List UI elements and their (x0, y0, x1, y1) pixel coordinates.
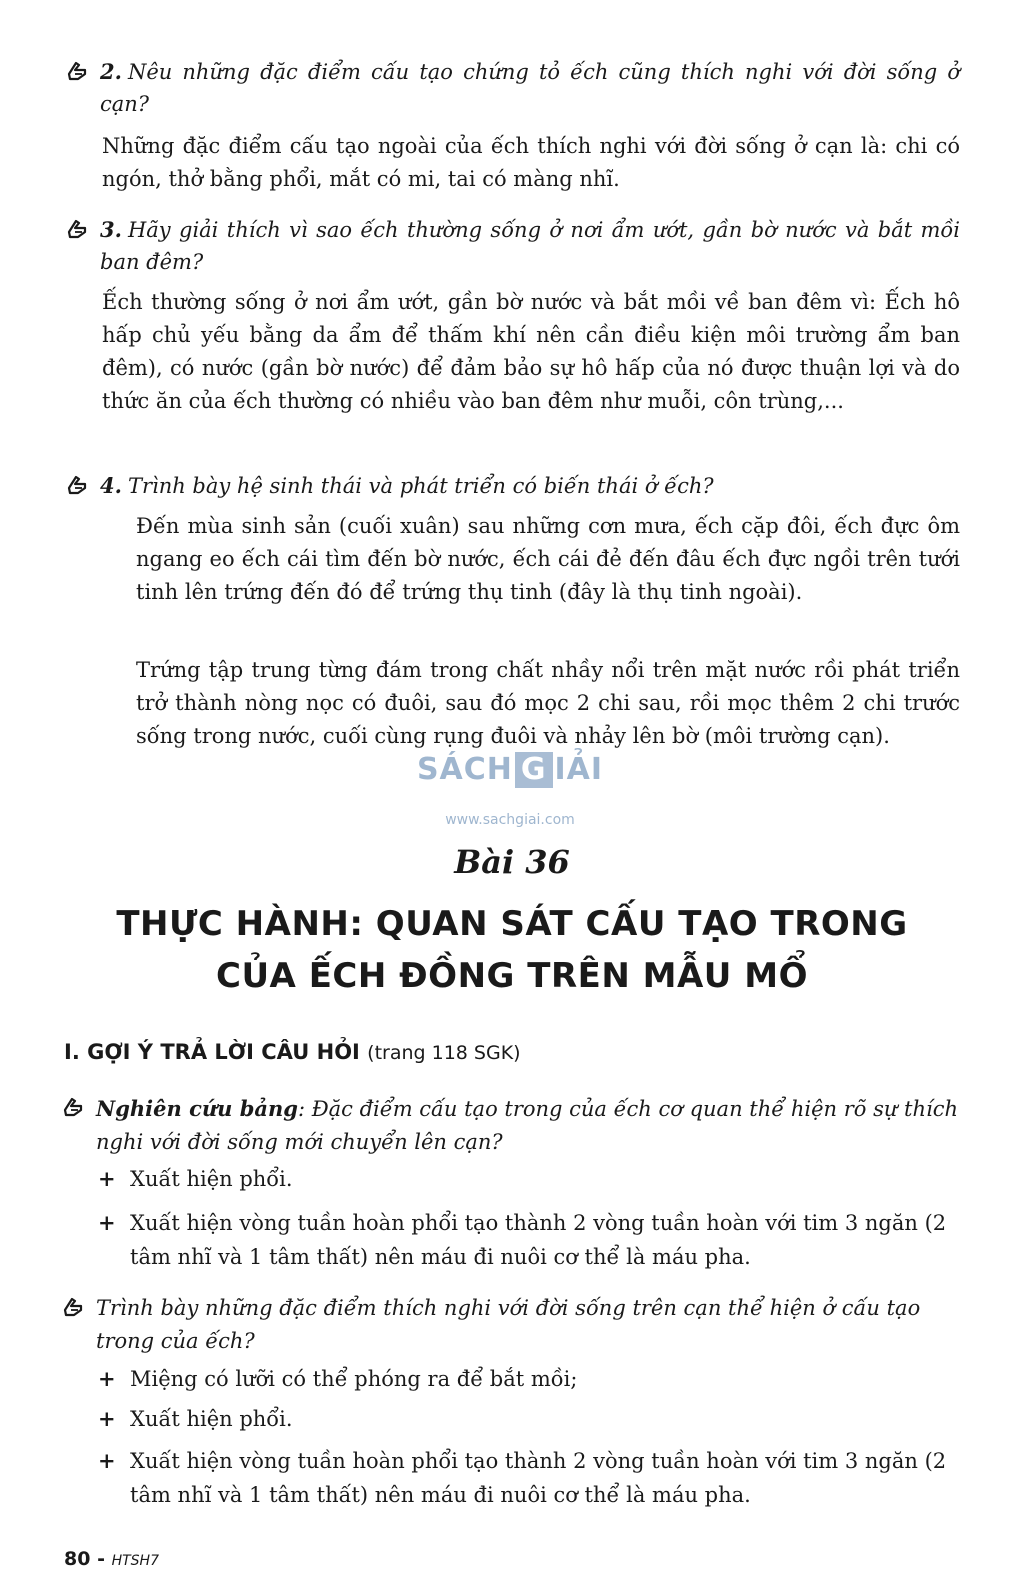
bullet-item (98, 1402, 960, 1436)
lesson-title-line-1: THỰC HÀNH: QUAN SÁT CẤU TẠO TRONG (116, 904, 908, 944)
hand-pointer-icon (66, 474, 88, 496)
bullet-text: Xuất hiện phổi. (130, 1407, 293, 1431)
hand-pointer-icon (62, 1296, 84, 1318)
question-number: 4. (100, 473, 122, 498)
bullet-item (98, 1206, 960, 1274)
hand-pointer-icon (66, 60, 88, 82)
question-3 (100, 214, 960, 278)
bullet-text: Xuất hiện vòng tuần hoàn phổi tạo thành 2 vòng tuần hoàn với tim 3 ngăn (2 tâm nhĩ và 1 tâm thất) nên máu đi nuôi cơ thể là máu pha. (130, 1449, 947, 1507)
question-text: Trình bày những đặc điểm thích nghi với đời sống trên cạn thể hiện ở cấu tạo trong của ếch? (96, 1296, 921, 1353)
question-text: Hãy giải thích vì sao ếch thường sống ở nơi ẩm ướt, gần bờ nước và bắt mồi ban đêm? (100, 218, 960, 274)
watermark-logo (400, 752, 620, 788)
book-code: HTSH7 (111, 1553, 159, 1569)
bullet-text: Xuất hiện phổi. (130, 1167, 293, 1191)
answer-paragraph: Trứng tập trung từng đám trong chất nhầy nổi trên mặt nước rồi phát triển trở thành nòng nọc có đuôi, sau đó mọc 2 chi sau, rồi mọc thêm 2 chi trước sống trong nước, cuối cùng rụng đuôi và nhảy lên bờ (môi trường cạn). (136, 658, 960, 748)
watermark (400, 752, 620, 828)
bullet-symbol: + (98, 1406, 116, 1431)
lesson-title (0, 898, 1024, 1002)
question-present-features (96, 1292, 962, 1358)
lesson-number: Bài 36 (454, 843, 570, 881)
answer-paragraph: Những đặc điểm cấu tạo ngoài của ếch thích nghi với đời sống ở cạn là: chi có ngón, thở bằng phổi, mắt có mi, tai có màng nhĩ. (102, 134, 960, 191)
question-text: : Đặc điểm cấu tạo trong của ếch cơ quan thể hiện rõ sự thích nghi với đời sống mới chuyển lên cạn? (96, 1097, 959, 1154)
bullet-symbol: + (98, 1366, 116, 1391)
hand-pointer-icon (66, 218, 88, 240)
answer-paragraph: Đến mùa sinh sản (cuối xuân) sau những cơn mưa, ếch cặp đôi, ếch đực ôm ngang eo ếch cái tìm đến bờ nước, ếch cái đẻ đến đâu ếch đực ngồi trên tưới tinh lên trứng đến đó để trứng thụ tinh (đây là thụ tinh ngoài). (136, 514, 960, 604)
watermark-logo-box: G (515, 752, 553, 788)
bullet-symbol: + (98, 1210, 116, 1235)
watermark-url: www.sachgiai.com (445, 812, 575, 828)
question-text: Trình bày hệ sinh thái và phát triển có biến thái ở ếch? (127, 474, 714, 498)
section-title: I. GỢI Ý TRẢ LỜI CÂU HỎI (64, 1040, 360, 1064)
answer-paragraph: Ếch thường sống ở nơi ẩm ướt, gần bờ nước và bắt mồi về ban đêm vì: Ếch hô hấp chủ yếu bằng da ẩm để thấm khí nên cần điều kiện môi trường ẩm ban đêm), có nước (gần bờ nước) để đảm bảo sự hô hấp của nó được thuận lợi và do thức ăn của ếch thường có nhiều vào ban đêm như muỗi, côn trùng,... (102, 290, 960, 413)
question-4 (100, 470, 960, 502)
section-heading (64, 1036, 964, 1069)
question-number: 3. (100, 217, 122, 242)
question-research-table (96, 1092, 962, 1159)
footer-separator: - (97, 1548, 105, 1570)
question-label: Nghiên cứu bảng (96, 1096, 298, 1121)
page-number: 80 (64, 1548, 91, 1570)
section-ref: (trang 118 SGK) (367, 1042, 521, 1064)
bullet-text: Xuất hiện vòng tuần hoàn phổi tạo thành 2 vòng tuần hoàn với tim 3 ngăn (2 tâm nhĩ và 1 tâm thất) nên máu đi nuôi cơ thể là máu pha. (130, 1211, 947, 1269)
bullet-symbol: + (98, 1448, 116, 1473)
hand-pointer-icon (62, 1096, 84, 1118)
watermark-logo-right: IẢI (554, 752, 604, 787)
bullet-item (98, 1444, 960, 1512)
question-number: 2. (100, 59, 122, 84)
bullet-symbol: + (98, 1166, 116, 1191)
bullet-item (98, 1162, 960, 1196)
bullet-item (98, 1362, 960, 1396)
question-text: Nêu những đặc điểm cấu tạo chứng tỏ ếch cũng thích nghi với đời sống ở cạn? (100, 60, 960, 116)
question-2 (100, 56, 960, 120)
watermark-logo-left: SÁCH (416, 752, 513, 787)
bullet-text: Miệng có lưỡi có thể phóng ra để bắt mồi; (130, 1367, 578, 1391)
lesson-title-line-2: CỦA ẾCH ĐỒNG TRÊN MẪU MỔ (216, 956, 808, 996)
page-footer (64, 1548, 159, 1570)
